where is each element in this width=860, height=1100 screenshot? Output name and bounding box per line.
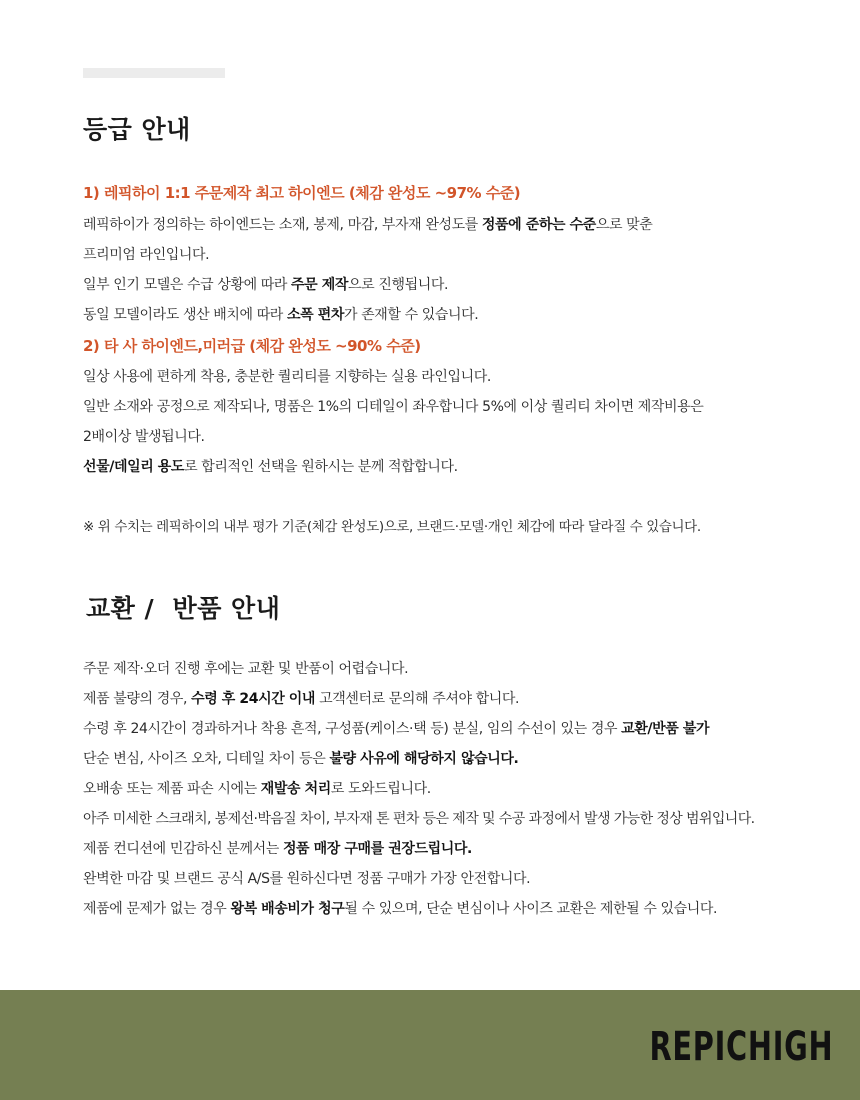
exchange-text-line: 완벽한 마감 및 브랜드 공식 A/S를 원하신다면 정품 구매가 가장 안전합니다.	[83, 871, 531, 887]
grade-text-line	[83, 457, 458, 477]
grade-heading-2: 2) 타 사 하이엔드,미러급 (체감 완성도 ~90% 수준)	[83, 337, 421, 355]
exchange-text-line: 아주 미세한 스크래치, 봉제선·박음질 차이, 부자재 톤 편차 등은 제작 및 수공 과정에서 발생 가능한 정상 범위입니다.	[83, 811, 755, 827]
grade-text-line: 일반 소재와 공정으로 제작되나, 명품은 1%의 디테일이 좌우합니다 5%에 이상 퀄리티 차이면 제작비용은	[83, 399, 704, 415]
text-span: 레픽하이가 정의하는 하이엔드는 소재, 봉제, 마감, 부자재 완성도를	[83, 217, 482, 233]
exchange-text-line	[83, 899, 717, 919]
emphasis-text: 선물/데일리 용도	[83, 459, 185, 475]
text-span: 제품 불량의 경우,	[83, 691, 192, 707]
text-span: 로 합리적인 선택을 원하시는 분께 적합합니다.	[184, 459, 458, 475]
emphasis-text: 수령 후 24시간 이내	[191, 691, 316, 707]
exchange-text-line	[83, 839, 472, 859]
text-span: 으로 진행됩니다.	[348, 277, 448, 293]
exchange-text-line	[83, 689, 519, 709]
text-span: 수령 후 24시간이 경과하거나 착용 흔적, 구성품(케이스·택 등) 분실, 임의 수선이 있는 경우	[83, 721, 622, 737]
emphasis-text: 재발송 처리	[260, 781, 331, 797]
text-span: 일부 인기 모델은 수급 상황에 따라	[83, 277, 292, 293]
text-span: 로 도와드립니다.	[330, 781, 431, 797]
emphasis-text: 정품 매장 구매를 권장드립니다.	[282, 841, 472, 857]
text-span: 제품에 문제가 없는 경우	[83, 901, 231, 917]
grade-text-line: 일상 사용에 편하게 착용, 충분한 퀄리티를 지향하는 실용 라인입니다.	[83, 369, 491, 385]
text-span: 으로 맞춘	[595, 217, 653, 233]
exchange-text-line	[83, 779, 431, 799]
text-span: 될 수 있으며, 단순 변심이나 사이즈 교환은 제한될 수 있습니다.	[344, 901, 718, 917]
exchange-text-line	[83, 719, 709, 739]
exchange-text-line	[83, 749, 518, 769]
exchange-section-title: 교환 / 반품 안내	[86, 594, 281, 623]
decorative-bar	[83, 68, 225, 78]
emphasis-text: 주문 제작	[291, 277, 349, 293]
footer-band	[0, 990, 860, 1100]
grade-section-title: 등급 안내	[83, 115, 191, 144]
grade-heading-1: 1) 레픽하이 1:1 주문제작 최고 하이엔드 (체감 완성도 ~97% 수준)	[83, 184, 521, 202]
text-span: 제품 컨디션에 민감하신 분께서는	[83, 841, 283, 857]
text-span: 고객센터로 문의해 주셔야 합니다.	[315, 691, 520, 707]
text-span: 가 존재할 수 있습니다.	[343, 307, 479, 323]
text-span: 오배송 또는 제품 파손 시에는	[83, 781, 261, 797]
text-span: 단순 변심, 사이즈 오차, 디테일 차이 등은	[83, 751, 330, 767]
emphasis-text: 정품에 준하는 수준	[481, 217, 596, 233]
brand-logo: REPICHIGH	[649, 1024, 833, 1070]
emphasis-text: 교환/반품 불가	[621, 721, 710, 737]
grade-text-line: 프리미엄 라인입니다.	[83, 247, 210, 263]
exchange-text-line: 주문 제작·오더 진행 후에는 교환 및 반품이 어렵습니다.	[83, 661, 409, 677]
grade-text-line	[83, 215, 652, 235]
emphasis-text: 불량 사유에 해당하지 않습니다.	[329, 751, 519, 767]
emphasis-text: 왕복 배송비가 청구	[230, 901, 345, 917]
text-span: 동일 모델이라도 생산 배치에 따라	[83, 307, 287, 323]
grade-text-line	[83, 305, 478, 325]
grade-text-line	[83, 275, 448, 295]
grade-footnote: ※ 위 수치는 레픽하이의 내부 평가 기준(체감 완성도)으로, 브랜드·모델·개인 체감에 따라 달라질 수 있습니다.	[83, 519, 701, 535]
grade-text-line: 2배이상 발생됩니다.	[83, 429, 205, 445]
emphasis-text: 소폭 편차	[287, 307, 344, 323]
